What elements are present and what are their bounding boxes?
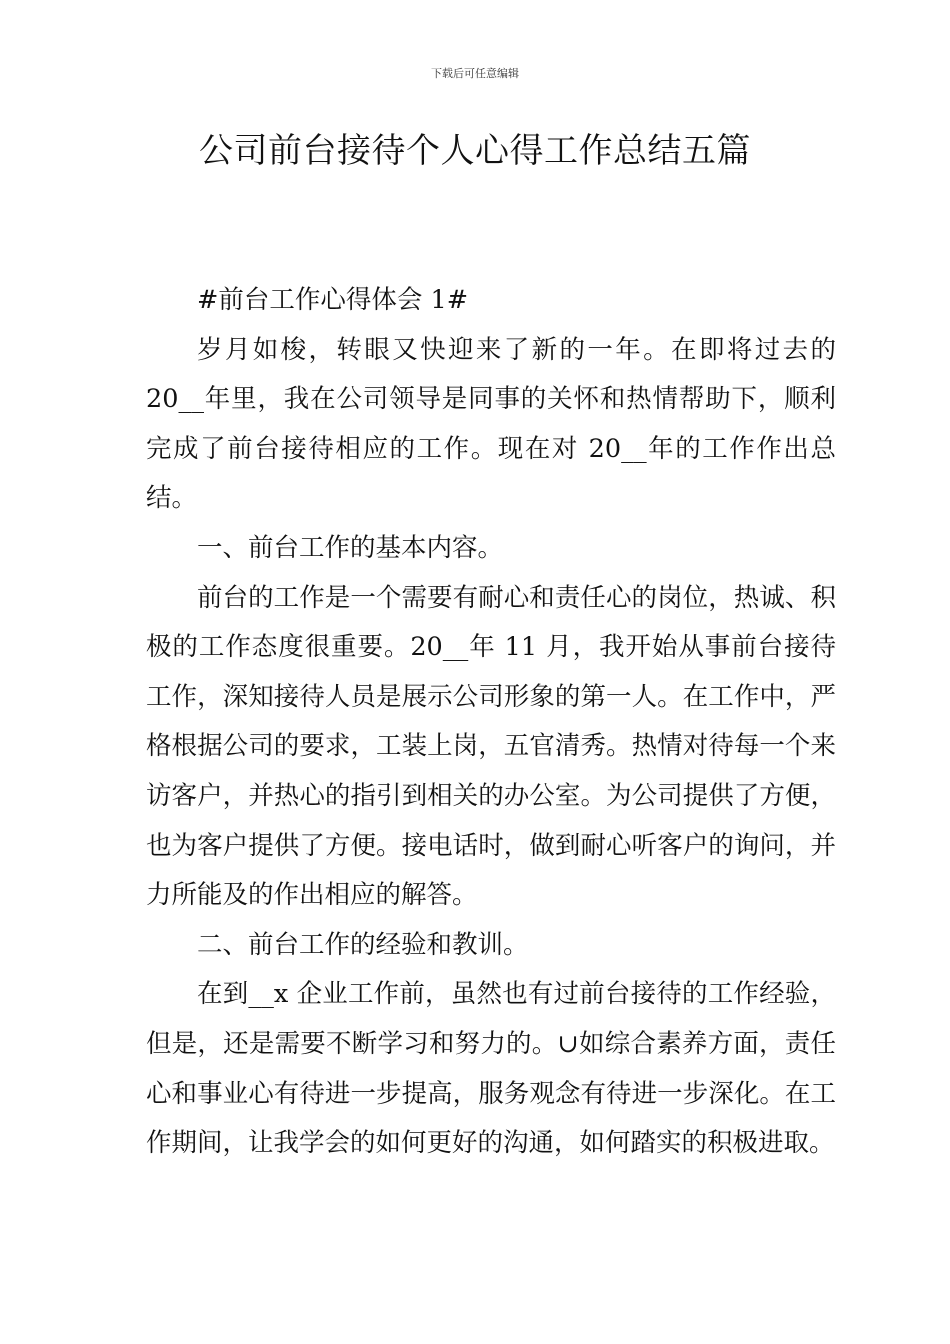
section-heading-basic-content: 一、前台工作的基本内容。 — [197, 532, 504, 563]
document-title: 公司前台接待个人心得工作总结五篇 — [199, 131, 751, 171]
paragraph: 岁月如梭，转眼又快迎来了新的一年。在即将过去的 20__年里，我在公司领导是同事的关怀和热情帮助下，顺利完成了前台接待相应的工作。现在对 20__年的工作作出总结。 — [146, 334, 836, 514]
paragraph: 前台的工作是一个需要有耐心和责任心的岗位，热诚、积极的工作态度很重要。20__年 11 月，我开始从事前台接待工作，深知接待人员是展示公司形象的第一人。在工作中，严格根据公司的要求，工装上岗，五官清秀。热情对待每一个来访客户，并热心的指引到相关的办公室。为公司提供了方便，也为客户提供了方便。接电话时，做到耐心听客户的询问，并力所能及的作出相应的解答。 — [146, 582, 836, 911]
section-heading-1: #前台工作心得体会 1# — [197, 285, 469, 315]
header-note: 下载后可任意编辑 — [431, 67, 519, 80]
paragraph: 在到__x 企业工作前，虽然也有过前台接待的工作经验，但是，还是需要不断学习和努力的。∪如综合素养方面，责任心和事业心有待进一步提高，服务观念有待进一步深化。在工作期间，让我学会的如何更好的沟通，如何踏实的积极进取。 — [146, 979, 836, 1159]
section-heading-experience: 二、前台工作的经验和教训。 — [197, 929, 529, 960]
document-body — [146, 276, 836, 1169]
